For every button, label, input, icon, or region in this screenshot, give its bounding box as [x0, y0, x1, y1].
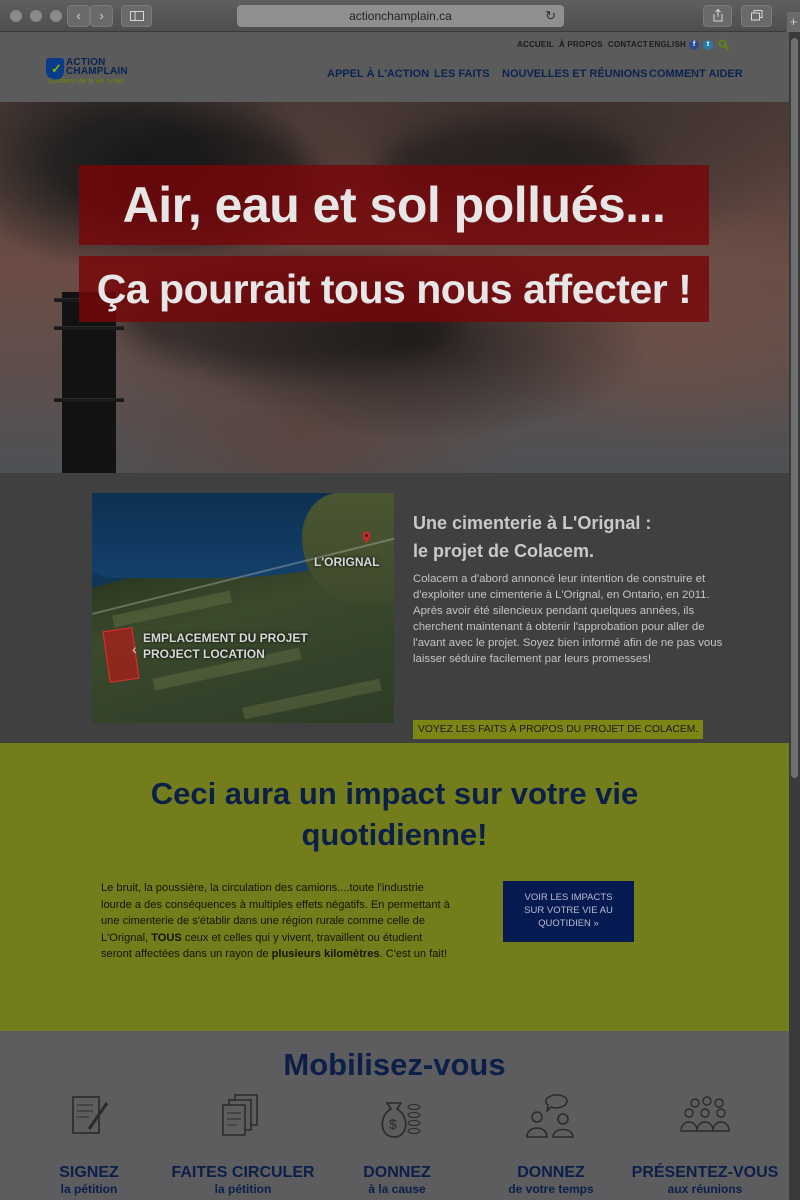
- new-tab-button[interactable]: +: [786, 12, 800, 32]
- map-label-site-en: PROJECT LOCATION: [143, 647, 265, 661]
- reload-icon[interactable]: ↻: [545, 8, 556, 23]
- logo-shield-icon: ✓: [46, 58, 64, 80]
- volunteer-icon: [521, 1091, 581, 1147]
- donate-label: DONNEZ: [363, 1164, 431, 1181]
- donate-sublabel: à la cause: [368, 1182, 426, 1196]
- scrollbar-thumb[interactable]: [791, 38, 798, 778]
- share-documents-icon: [213, 1091, 273, 1147]
- minimize-window-icon[interactable]: [30, 10, 42, 22]
- site-header: [0, 32, 789, 102]
- field: [242, 679, 381, 720]
- close-window-icon[interactable]: [10, 10, 22, 22]
- sidebar-icon: [130, 11, 144, 21]
- project-section: [0, 473, 789, 743]
- smokestack-band: [54, 326, 124, 330]
- project-title: Une cimenterie à L'Orignal : le projet de Colacem.: [413, 513, 652, 561]
- logo-tagline: Gardiens de la vie rurale: [48, 78, 125, 85]
- url-text: actionchamplain.ca: [349, 9, 452, 23]
- donate-item[interactable]: [322, 1091, 472, 1196]
- browser-toolbar: [0, 0, 800, 32]
- maximize-window-icon[interactable]: [50, 10, 62, 22]
- map-label-site-fr: EMPLACEMENT DU PROJET: [143, 631, 308, 645]
- hero-headline: Air, eau et sol pollués...: [79, 165, 709, 245]
- money-bag-icon: [367, 1091, 427, 1147]
- tabs-icon: [751, 10, 763, 21]
- sign-petition-sublabel: la pétition: [60, 1182, 118, 1196]
- group-icon: [675, 1091, 735, 1147]
- logo-wordmark: ACTION CHAMPLAIN: [66, 57, 128, 77]
- sidebar-toggle-button[interactable]: [121, 5, 152, 27]
- map-arrow-icon: ‹: [132, 641, 137, 657]
- attend-meetings-sublabel: aux réunions: [667, 1182, 743, 1196]
- project-description: Colacem a d'abord annoncé leur intention de construire et d'exploiter une cimenterie à L'Orignal, en Ontario, en 2011. Après avoir été silencieux pendant quelques années, ils cherchent maintenant à obtenir l'approbation pour aller de l'avant avec le projet. Soyez bien informé afin de ne pas vous laisser séduire facilement par leurs promesses!: [413, 573, 723, 665]
- nav-appel-action[interactable]: APPEL À L'ACTION: [327, 68, 430, 80]
- volunteer-label: DONNEZ: [517, 1164, 585, 1181]
- map-pin-icon: [362, 531, 371, 544]
- site-logo[interactable]: [44, 56, 134, 88]
- share-petition-label: FAITES CIRCULER: [171, 1164, 315, 1181]
- sign-petition-label: SIGNEZ: [59, 1164, 119, 1181]
- page: [0, 32, 789, 1200]
- twitter-icon[interactable]: t: [703, 40, 713, 50]
- nav-comment-aider[interactable]: COMMENT AIDER: [649, 68, 743, 80]
- util-nav-english[interactable]: ENGLISH: [649, 40, 686, 49]
- util-nav-contact[interactable]: CONTACT: [608, 40, 648, 49]
- field: [112, 591, 232, 628]
- impact-title: Ceci aura un impact sur votre vie quotidienne!: [150, 776, 639, 852]
- search-icon[interactable]: [718, 39, 729, 50]
- hero-subheadline: Ça pourrait tous nous affecter !: [79, 256, 709, 322]
- impact-description: Le bruit, la poussière, la circulation des camions....toute l'industrie lourde a des conséquences à multiples effets négatifs. En permettant à une cimenterie de s'établir dans une région rurale comme celle de L'Orignal, TOUS ceux et celles qui y vivent, travaillent ou étudient seront affectées dans un rayon de plusieurs kilomètres. C'est un fait!: [101, 882, 450, 960]
- volunteer-sublabel: de votre temps: [508, 1182, 594, 1196]
- smokestack-band: [54, 398, 124, 402]
- share-petition-sublabel: la pétition: [214, 1182, 272, 1196]
- nav-nouvelles-reunions[interactable]: NOUVELLES ET RÉUNIONS: [502, 68, 648, 80]
- impact-section: [0, 743, 789, 1031]
- nav-les-faits[interactable]: LES FAITS: [434, 68, 490, 80]
- petition-icon: [59, 1091, 119, 1147]
- view-impacts-button[interactable]: VOIR LES IMPACTS SUR VOTRE VIE AU QUOTIDIEN »: [503, 881, 634, 942]
- util-nav-a-propos[interactable]: À PROPOS: [559, 40, 603, 49]
- tabs-overview-button[interactable]: [741, 5, 772, 27]
- share-petition-item[interactable]: [168, 1091, 318, 1196]
- util-nav-accueil[interactable]: ACCUEIL: [517, 40, 554, 49]
- svg-text:$: $: [389, 1116, 397, 1132]
- back-button[interactable]: ‹: [67, 5, 90, 27]
- volunteer-item[interactable]: [476, 1091, 626, 1196]
- project-map-image[interactable]: [92, 493, 394, 723]
- attend-meetings-label: PRÉSENTEZ-VOUS: [631, 1164, 779, 1181]
- facebook-icon[interactable]: f: [689, 40, 699, 50]
- attend-meetings-item[interactable]: [630, 1091, 780, 1196]
- share-icon: [713, 9, 723, 22]
- mobilize-section: [0, 1031, 789, 1200]
- share-button[interactable]: [703, 5, 732, 27]
- address-bar[interactable]: [237, 5, 564, 27]
- colacem-facts-button[interactable]: VOYEZ LES FAITS À PROPOS DU PROJET DE COLACEM.: [413, 720, 703, 739]
- mobilize-title: Mobilisez-vous: [283, 1047, 506, 1082]
- map-label-orignal: L'ORIGNAL: [314, 555, 380, 569]
- forward-button[interactable]: ›: [90, 5, 113, 27]
- sign-petition-item[interactable]: [14, 1091, 164, 1196]
- hero-banner: [0, 102, 789, 473]
